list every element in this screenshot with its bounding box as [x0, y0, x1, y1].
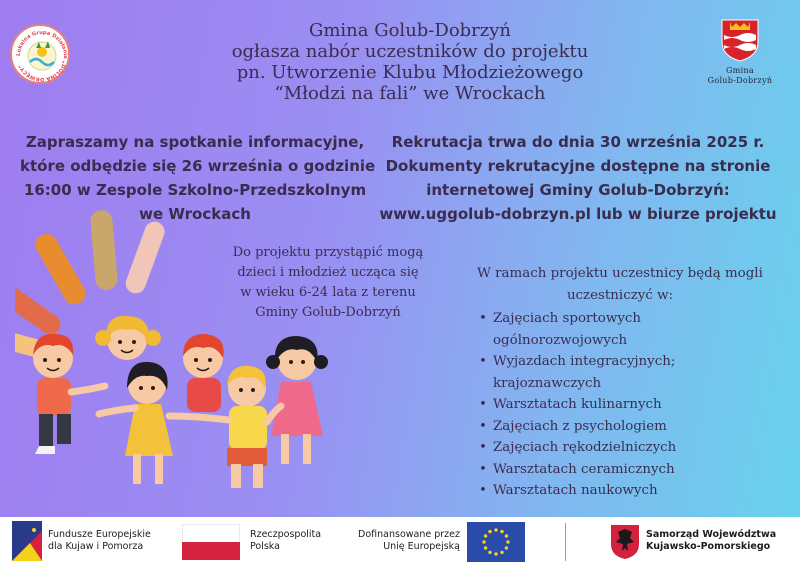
ray-shape	[123, 219, 167, 296]
list-item-text: • Zajęciach z psychologiem	[493, 418, 667, 434]
samorzad-line-1: Samorząd Województwa	[646, 529, 777, 540]
activities-list	[455, 308, 785, 502]
list-item-text: • Zajęciach rękodzielniczych	[493, 440, 677, 455]
child-figure	[33, 334, 105, 454]
rp-line-1: Rzeczpospolita	[250, 529, 322, 540]
eu-line-1: Dofinansowane przez	[358, 529, 460, 540]
footer-logos	[0, 517, 800, 566]
crest-line-2: Golub-Dobrzyń	[707, 76, 773, 85]
fe-line-1: Fundusze Europejskie	[48, 529, 151, 540]
child-figure	[183, 334, 224, 412]
list-item-text-cont: krajoznawczych	[493, 375, 602, 391]
fe-line-2: dla Kujaw i Pomorza	[48, 541, 144, 552]
list-item-text: • Wyjazdach integracyjnych;	[493, 354, 676, 369]
eu-flag-icon	[467, 522, 525, 562]
eligibility-line-2: dzieci i młodzież ucząca się	[237, 265, 419, 280]
recruit-line-1: Rekrutacja trwa do dnia 30 września 2025 r.	[391, 133, 765, 151]
recruit-line-3: internetowej Gminy Golub-Dobrzyń:	[426, 181, 730, 199]
list-item	[479, 308, 785, 351]
lgd-logo	[10, 24, 70, 84]
list-item	[479, 437, 785, 459]
list-item	[479, 480, 785, 502]
activities-intro-2: uczestniczyć w:	[566, 287, 674, 303]
list-item-text: • Warsztatach naukowych	[493, 483, 658, 498]
activities-section	[455, 263, 785, 502]
eligibility-line-4: Gminy Golub-Dobrzyń	[255, 305, 401, 320]
title-line-1: Gmina Golub-Dobrzyń	[308, 20, 512, 41]
eu-line-2: Unię Europejską	[383, 541, 460, 552]
recruit-line-2: Dokumenty rekrutacyjne dostępne na stronie	[385, 157, 771, 175]
ray-shape	[15, 282, 64, 339]
list-item	[479, 394, 785, 416]
invite-line-4: we Wrockach	[139, 205, 251, 223]
list-item	[479, 351, 785, 394]
title-line-2: ogłasza nabór uczestników do projektu	[231, 41, 589, 62]
lgd-logo-text: Lokalna Grupa Działania „DOLINA DRWĘCY”	[15, 29, 69, 83]
list-item-text: • Warsztatach kulinarnych	[493, 397, 662, 412]
page-title	[160, 20, 660, 104]
invite-line-2: które odbędzie się 26 września o godzinie	[20, 157, 376, 175]
ray-shape	[90, 210, 119, 291]
child-figure	[99, 362, 173, 484]
rp-line-2: Polska	[250, 541, 280, 552]
crest-line-1: Gmina	[726, 66, 754, 75]
eligibility-line-3: w wieku 6-24 lata z terenu	[240, 285, 416, 300]
activities-intro-1: W ramach projektu uczestnicy będą mogli	[477, 266, 763, 281]
children-dancing-illustration	[15, 210, 335, 505]
samorzad-crest-icon	[610, 524, 640, 560]
footer-divider	[565, 523, 566, 561]
list-item	[479, 459, 785, 481]
list-item	[479, 416, 785, 438]
gmina-crest	[700, 18, 780, 86]
coat-of-arms-icon	[720, 18, 760, 62]
title-line-3: pn. Utworzenie Klubu Młodzieżowego	[236, 62, 584, 83]
child-figure	[95, 316, 161, 360]
title-line-4: “Młodzi na fali” we Wrockach	[274, 83, 546, 104]
list-item-text-cont: ogólnorozwojowych	[493, 332, 628, 348]
list-item-text: • Warsztatach ceramicznych	[493, 461, 675, 477]
child-figure	[266, 336, 328, 464]
eligibility-line-1: Do projektu przystąpić mogą	[232, 245, 424, 260]
invite-line-1: Zapraszamy na spotkanie informacyjne,	[25, 133, 365, 151]
recruitment-info	[378, 130, 778, 226]
recruit-website-link[interactable]: www.uggolub-dobrzyn.pl lub w biurze projektu	[379, 205, 777, 223]
ray-shape	[31, 230, 89, 309]
lgd-logo-icon	[12, 26, 72, 86]
samorzad-line-2: Kujawsko-Pomorskiego	[646, 541, 771, 552]
poland-flag-icon	[182, 524, 240, 560]
list-item-text: • Zajęciach sportowych	[493, 311, 642, 326]
fe-icon	[12, 521, 42, 561]
invite-line-3: 16:00 w Zespole Szkolno-Przedszkolnym	[23, 181, 367, 199]
